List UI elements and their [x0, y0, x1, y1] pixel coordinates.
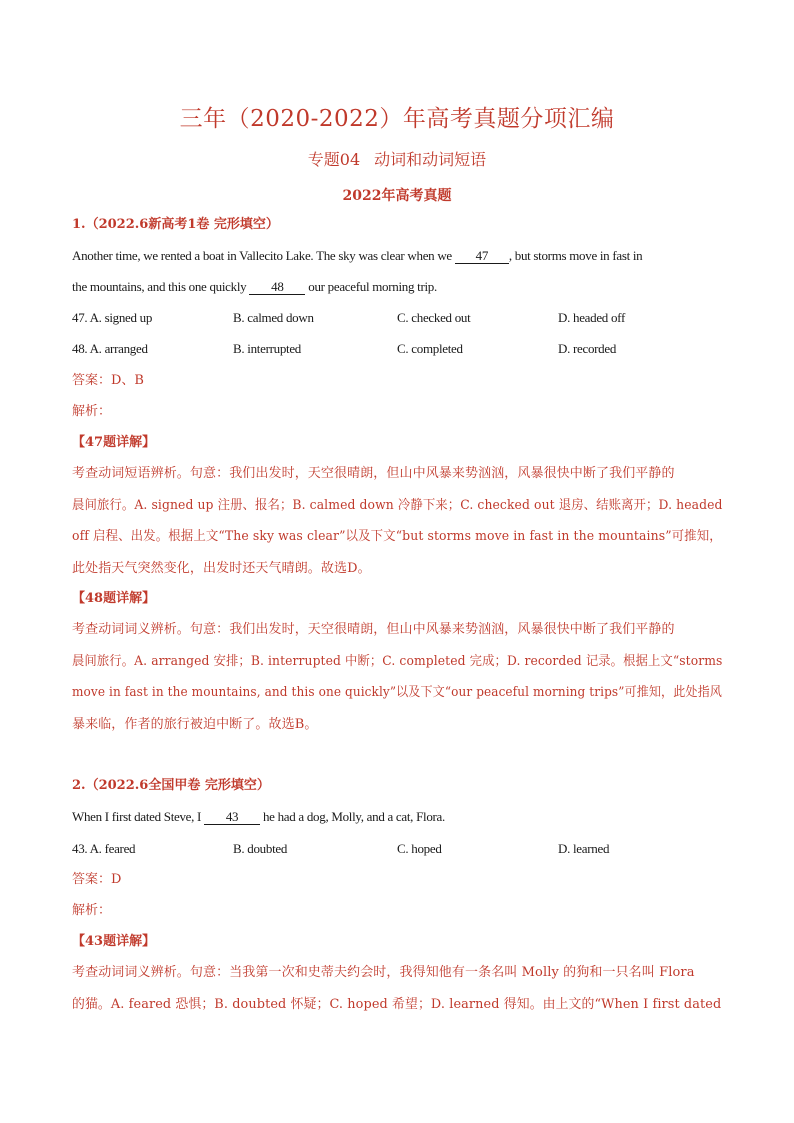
- option-48-c: C. completed: [397, 341, 463, 356]
- detail-43-title: 【43题详解】: [72, 934, 156, 949]
- detail-43-line-2: 的猫。A. feared 恐惧；B. doubted 怀疑；C. hoped 希望；D. learned 得知。由上文的“When I first dated: [72, 997, 722, 1012]
- passage-text: When I first dated Steve, I: [72, 809, 205, 824]
- detail-48-line-4: 暴来临，作者的旅行被迫中断了。故选B。: [72, 717, 318, 732]
- analysis-label-1: 解析：: [72, 404, 112, 419]
- question-1-passage-line-1: [72, 247, 642, 265]
- passage-text: our peaceful morning trip.: [305, 279, 437, 294]
- detail-48-line-1: 考查动词词义辨析。句意：我们出发时，天空很晴朗，但山中风暴来势汹汹，风暴很快中断了我们平静的: [72, 622, 675, 637]
- option-48-b: B. interrupted: [233, 341, 302, 356]
- blank-47: 47: [455, 248, 509, 264]
- blank-48: 48: [249, 279, 305, 295]
- detail-48-line-2: 晨间旅行。A. arranged 安排；B. interrupted 中断；C. completed 完成；D. recorded 记录。根据上文“storms: [72, 654, 723, 669]
- passage-text: he had a dog, Molly, and a cat, Flora.: [260, 809, 445, 824]
- question-2-heading: 2.（2022.6全国甲卷 完形填空）: [72, 778, 270, 793]
- question-1-passage-line-2: [72, 278, 437, 296]
- topic-number: 专题04: [307, 150, 361, 169]
- section-title: 2022年高考真题: [342, 188, 452, 204]
- option-43-c: C. hoped: [397, 841, 442, 856]
- detail-48-title: 【48题详解】: [72, 591, 156, 606]
- detail-48-line-3: move in fast in the mountains, and this one quickly”以及下文“our peaceful morning trips”可推知，此处指风: [72, 685, 722, 700]
- option-43-b: B. doubted: [233, 841, 288, 856]
- blank-43: 43: [204, 809, 260, 825]
- detail-47-line-1: 考查动词短语辨析。句意：我们出发时，天空很晴朗，但山中风暴来势汹汹，风暴很快中断了我们平静的: [72, 466, 675, 481]
- option-48-d: D. recorded: [558, 341, 617, 356]
- option-47-c: C. checked out: [397, 310, 471, 325]
- question-2-passage-line-1: [72, 808, 445, 826]
- passage-text: the mountains, and this one quickly: [72, 279, 250, 294]
- option-47-d: D. headed off: [558, 310, 625, 325]
- topic-subtitle: [0, 147, 794, 170]
- detail-47-line-2: 晨间旅行。A. signed up 注册、报名；B. calmed down 冷静下来；C. checked out 退房、结账离开；D. headed: [72, 498, 723, 513]
- document-title: 三年（2020-2022）年高考真题分项汇编: [179, 106, 615, 132]
- option-43-d: D. learned: [558, 841, 610, 856]
- passage-text: , but storms move in fast in: [508, 248, 643, 263]
- option-47-b: B. calmed down: [233, 310, 314, 325]
- analysis-label-2: 解析：: [72, 903, 112, 918]
- topic-name: 动词和动词短语: [374, 150, 487, 169]
- detail-47-line-4: 此处指天气突然变化，出发时还天气晴朗。故选D。: [72, 561, 371, 576]
- answer-1: 答案：D、B: [72, 373, 144, 388]
- question-1-heading: 1.（2022.6新高考1卷 完形填空）: [72, 217, 279, 232]
- detail-47-title: 【47题详解】: [72, 435, 156, 450]
- passage-text: Another time, we rented a boat in Vallecito Lake. The sky was clear when we: [72, 248, 455, 263]
- option-43-a: 43. A. feared: [72, 841, 136, 856]
- detail-43-line-1: 考查动词词义辨析。句意：当我第一次和史蒂夫约会时，我得知他有一条名叫 Molly 的狗和一只名叫 Flora: [72, 965, 695, 980]
- option-47-a: 47. A. signed up: [72, 310, 153, 325]
- option-48-a: 48. A. arranged: [72, 341, 148, 356]
- answer-2: 答案：D: [72, 872, 122, 887]
- detail-47-line-3: off 启程、出发。根据上文“The sky was clear”以及下文“but storms move in fast in the mountains”可推知，: [72, 529, 722, 544]
